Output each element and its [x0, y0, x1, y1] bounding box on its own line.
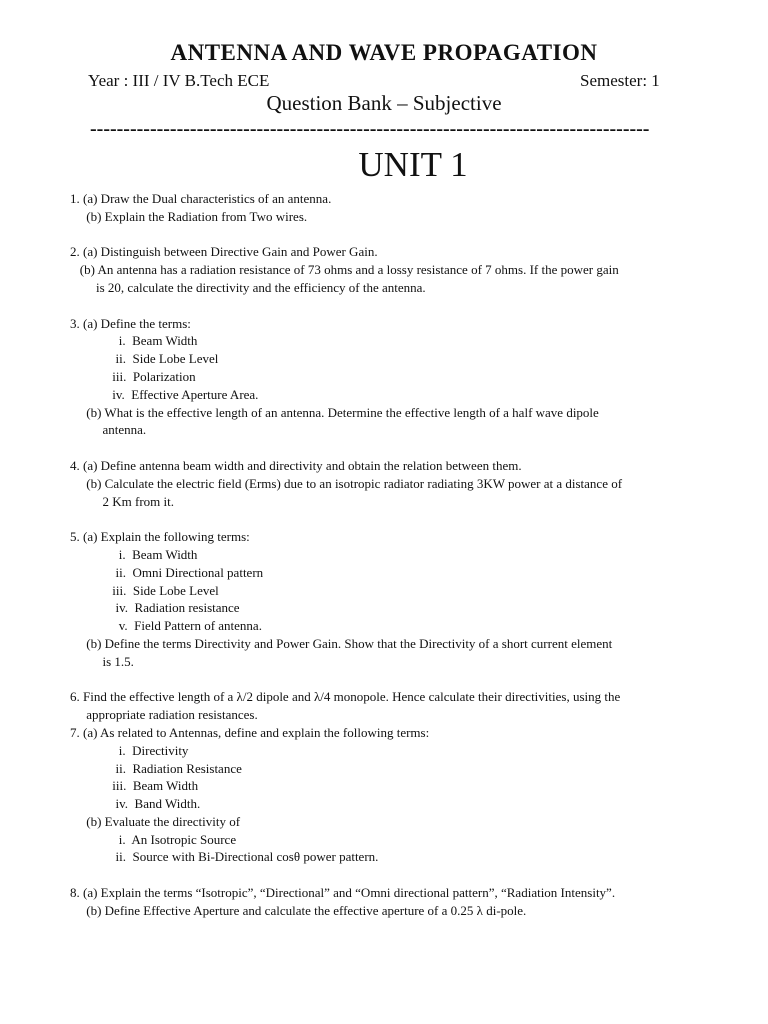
question-line: is 1.5. [70, 653, 134, 669]
question-line: iii. Polarization [70, 368, 196, 384]
question-line: iv. Effective Aperture Area. [70, 386, 259, 402]
question-line: 2. (a) Distinguish between Directive Gain and Power Gain. [70, 244, 378, 260]
divider-line: ------------------------------------------------------------------------------------ [90, 118, 650, 140]
question-line: i. An Isotropic Source [70, 831, 237, 847]
question-line: ii. Radiation Resistance [70, 760, 242, 776]
question-line: i. Beam Width [70, 546, 198, 562]
page-title: ANTENNA AND WAVE PROPAGATION [170, 40, 598, 65]
blank-line [70, 226, 750, 244]
question-line: appropriate radiation resistances. [70, 707, 258, 723]
question-line: 3. (a) Define the terms: [70, 315, 191, 331]
question-line: (b) Evaluate the directivity of [70, 813, 241, 829]
year-label: Year : III / IV B.Tech ECE [88, 71, 270, 90]
question-line: 7. (a) As related to Antennas, define and explain the following terms: [70, 724, 430, 740]
blank-line [70, 510, 750, 528]
question-line: 8. (a) Explain the terms “Isotropic”, “Directional” and “Omni directional pattern”, “Radiation Intensity”. [70, 885, 616, 901]
blank-line [70, 671, 750, 689]
question-line: (b) What is the effective length of an antenna. Determine the effective length of a half wave dipole [70, 404, 599, 420]
question-line: (b) Explain the Radiation from Two wires. [70, 208, 308, 224]
question-line: iii. Beam Width [70, 778, 199, 794]
question-line: 6. Find the effective length of a λ/2 dipole and λ/4 monopole. Hence calculate their directivities, using the [70, 689, 621, 705]
blank-line [70, 439, 750, 457]
unit-heading: UNIT 1 [358, 145, 468, 184]
subtitle: Question Bank – Subjective [266, 91, 502, 115]
question-line: is 20, calculate the directivity and the efficiency of the antenna. [70, 279, 426, 295]
question-line: iv. Band Width. [70, 796, 201, 812]
question-line: iii. Side Lobe Level [70, 582, 219, 598]
question-line: (b) An antenna has a radiation resistance of 73 ohms and a lossy resistance of 7 ohms. If the power gain [70, 262, 619, 278]
blank-line [70, 297, 750, 315]
question-line: (b) Define Effective Aperture and calculate the effective aperture of a 0.25 λ di-pole. [70, 902, 527, 918]
question-line: antenna. [70, 422, 147, 438]
question-line: i. Beam Width [70, 333, 198, 349]
question-line: ii. Side Lobe Level [70, 351, 219, 367]
question-line: i. Directivity [70, 742, 189, 758]
question-line: 2 Km from it. [70, 493, 174, 509]
question-line: 1. (a) Draw the Dual characteristics of an antenna. [70, 191, 332, 206]
question-line: v. Field Pattern of antenna. [70, 618, 262, 634]
question-line: ii. Source with Bi-Directional cosθ power pattern. [70, 849, 379, 865]
question-list [70, 190, 750, 920]
question-line: ii. Omni Directional pattern [70, 564, 264, 580]
semester-label: Semester: 1 [580, 71, 660, 90]
question-line: 4. (a) Define antenna beam width and directivity and obtain the relation between them. [70, 457, 522, 473]
question-line: (b) Calculate the electric field (Erms) due to an isotropic radiator radiating 3KW power at a distance of [70, 475, 623, 491]
question-line: 5. (a) Explain the following terms: [70, 529, 250, 545]
question-line: (b) Define the terms Directivity and Power Gain. Show that the Directivity of a short current element [70, 635, 613, 651]
blank-line [70, 866, 750, 884]
question-line: iv. Radiation resistance [70, 600, 240, 616]
